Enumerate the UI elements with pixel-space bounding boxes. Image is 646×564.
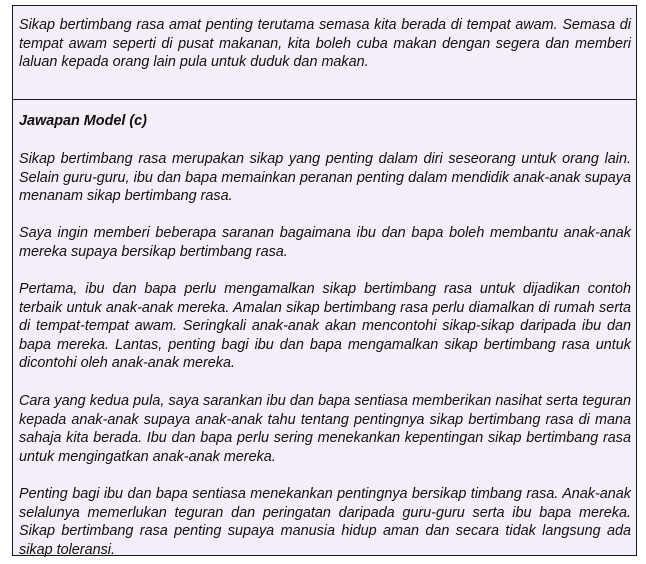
answer-paragraph: Sikap bertimbang rasa merupakan sikap yang penting dalam diri seseorang untuk orang lain. Selain guru-guru, ibu dan bapa memainkan peranan penting dalam mendidik anak-anak supaya menanam sikap bertimbang rasa.: [19, 151, 631, 204]
model-answer-heading: Jawapan Model (c): [19, 113, 147, 129]
answer-paragraph: Pertama, ibu dan bapa perlu mengamalkan sikap bertimbang rasa untuk dijadikan contoh terbaik untuk anak-anak mereka. Amalan sikap bertimbang rasa perlu diamalkan di rumah serta di tempat-tempat awam. Seringkali anak-anak akan mencontohi sikap-sikap daripada ibu dan bapa mereka. Lantas, penting bagi ibu dan bapa mengamalkan sikap bertimbang rasa untuk dicontohi oleh anak-anak mereka.: [19, 281, 631, 371]
answer-paragraph: Cara yang kedua pula, saya sarankan ibu dan bapa sentiasa memberikan nasihat serta teguran kepada anak-anak supaya anak-anak tahu tentang pentingnya sikap bertimbang rasa di mana sahaja kita berada. Ibu dan bapa perlu sering menekankan kepentingan sikap bertimbang rasa untuk mengingatkan anak-anak mereka.: [19, 393, 631, 465]
intro-paragraph: Sikap bertimbang rasa amat penting terutama semasa kita berada di tempat awam. Semasa di tempat awam seperti di pusat makanan, kita boleh cuba makan dengan segera dan memberi laluan kepada orang lain pula untuk duduk dan makan.: [19, 17, 631, 70]
answer-paragraph: Saya ingin memberi beberapa saranan bagaimana ibu dan bapa boleh membantu anak-anak mereka supaya bersikap bertimbang rasa.: [19, 225, 631, 260]
answer-paragraph: Penting bagi ibu dan bapa sentiasa menekankan pentingnya bersikap timbang rasa. Anak-anak selalunya memerlukan teguran dan peringatan daripada guru-guru serta ibu bapa mereka. Sikap bertimbang rasa penting supaya manusia hidup aman dan secara tidak langsung ada sikap toleransi.: [19, 486, 631, 558]
intro-cell: [13, 6, 636, 100]
model-answer-cell: [13, 100, 636, 558]
answer-sheet: [12, 5, 637, 556]
